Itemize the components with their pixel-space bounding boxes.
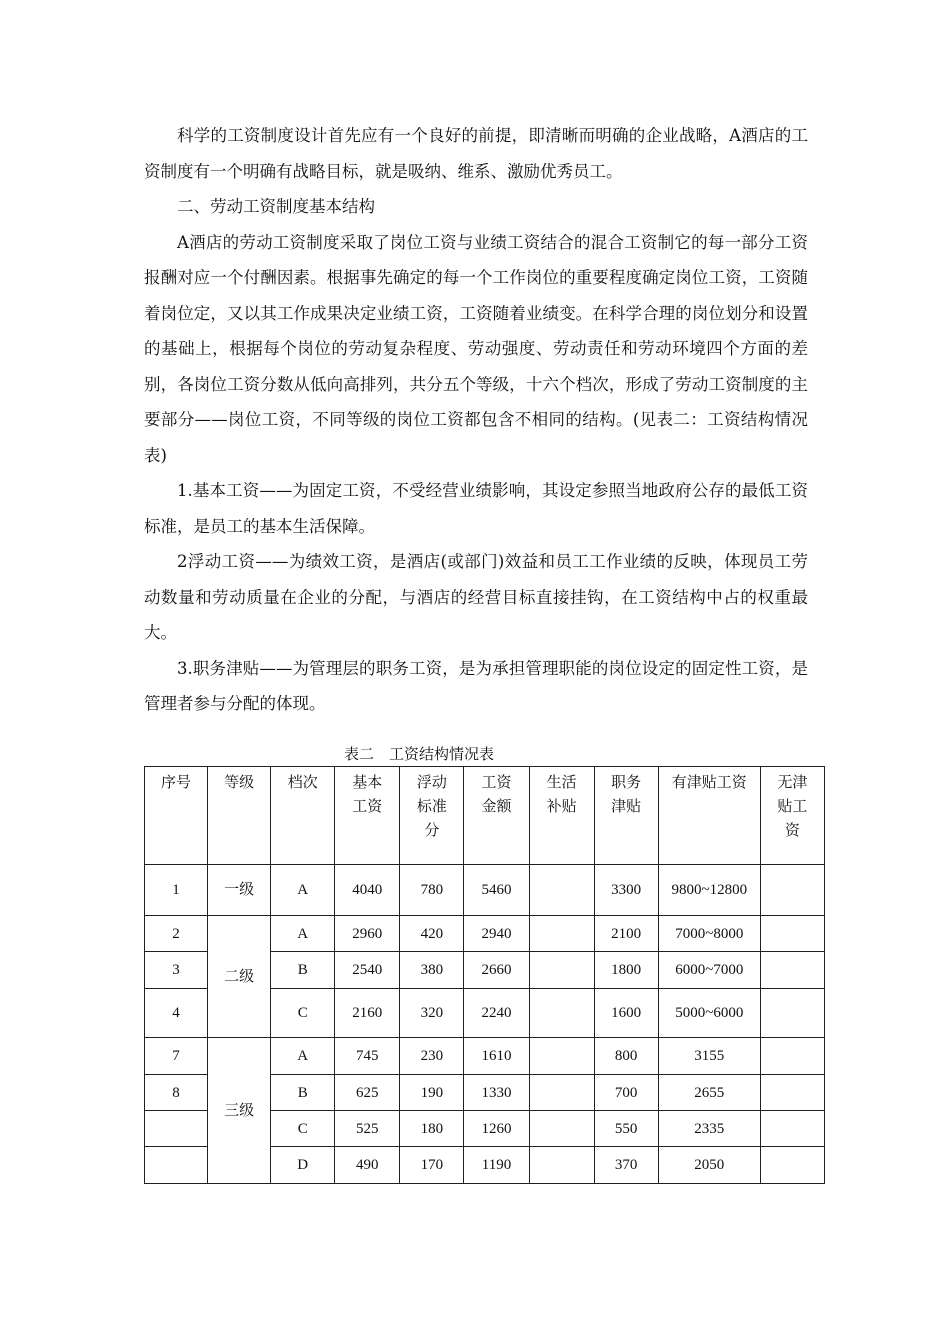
- cell-amount: 2240: [464, 989, 529, 1038]
- cell-seq: [145, 1111, 208, 1147]
- cell-living: [529, 1038, 594, 1075]
- cell-amount: 2660: [464, 952, 529, 989]
- cell-base: 4040: [335, 865, 400, 916]
- header-cell: 浮动标准分: [400, 767, 464, 865]
- header-cell: 序号: [145, 767, 208, 865]
- table-row: [145, 916, 825, 952]
- header-cell: 工资金额: [464, 767, 529, 865]
- cell-float: 320: [400, 989, 464, 1038]
- header-cell: 无津贴工资: [760, 767, 824, 865]
- cell-float: 780: [400, 865, 464, 916]
- header-cell: 生活补贴: [529, 767, 594, 865]
- cell-amount: 5460: [464, 865, 529, 916]
- cell-without-allowance: [760, 916, 824, 952]
- table-caption: 表二 工资结构情况表: [344, 745, 495, 763]
- cell-without-allowance: [760, 1038, 824, 1075]
- table-row: [145, 1038, 825, 1075]
- paragraph: 1.基本工资——为固定工资，不受经营业绩影响，其设定参照当地政府公存的最低工资标准，是员工的基本生活保障。: [144, 481, 808, 536]
- cell-seq: 7: [145, 1038, 208, 1075]
- cell-seq: 8: [145, 1075, 208, 1111]
- cell-base: 490: [335, 1147, 400, 1184]
- paragraph: 3.职务津贴——为管理层的职务工资，是为承担管理职能的岗位设定的固定性工资，是管理者参与分配的体现。: [144, 658, 808, 713]
- paragraph: 2浮动工资——为绩效工资，是酒店(或部门)效益和员工工作业绩的反映，体现员工劳动数量和劳动质量在企业的分配，与酒店的经营目标直接挂钩，在工资结构中占的权重最大。: [144, 552, 808, 642]
- header-cell: 职务津贴: [594, 767, 658, 865]
- cell-without-allowance: [760, 1075, 824, 1111]
- cell-with-allowance: 2655: [658, 1075, 760, 1111]
- cell-duty: 370: [594, 1147, 658, 1184]
- cell-level: C: [271, 1111, 335, 1147]
- cell-without-allowance: [760, 865, 824, 916]
- cell-living: [529, 989, 594, 1038]
- cell-grade: 一级: [208, 865, 271, 916]
- cell-without-allowance: [760, 1147, 824, 1184]
- cell-amount: 1610: [464, 1038, 529, 1075]
- cell-float: 190: [400, 1075, 464, 1111]
- section-heading: 二、劳动工资制度基本结构: [177, 197, 375, 216]
- cell-amount: 1260: [464, 1111, 529, 1147]
- cell-grade: 二级: [208, 916, 271, 1038]
- cell-duty: 3300: [594, 865, 658, 916]
- cell-with-allowance: 7000~8000: [658, 916, 760, 952]
- cell-level: A: [271, 865, 335, 916]
- cell-duty: 2100: [594, 916, 658, 952]
- cell-living: [529, 916, 594, 952]
- cell-without-allowance: [760, 1111, 824, 1147]
- header-cell: 有津贴工资: [658, 767, 760, 865]
- cell-grade: 三级: [208, 1038, 271, 1184]
- cell-base: 745: [335, 1038, 400, 1075]
- cell-level: A: [271, 1038, 335, 1075]
- header-cell: 基本工资: [335, 767, 400, 865]
- cell-level: D: [271, 1147, 335, 1184]
- cell-level: A: [271, 916, 335, 952]
- cell-base: 2540: [335, 952, 400, 989]
- cell-base: 2160: [335, 989, 400, 1038]
- table-row: [145, 865, 825, 916]
- cell-living: [529, 865, 594, 916]
- cell-amount: 2940: [464, 916, 529, 952]
- table-header-row: [145, 767, 825, 865]
- cell-living: [529, 1075, 594, 1111]
- cell-with-allowance: 9800~12800: [658, 865, 760, 916]
- cell-float: 230: [400, 1038, 464, 1075]
- cell-with-allowance: 2335: [658, 1111, 760, 1147]
- cell-with-allowance: 2050: [658, 1147, 760, 1184]
- paragraph: 科学的工资制度设计首先应有一个良好的前提，即清晰而明确的企业战略，A酒店的工资制度有一个明确有战略目标，就是吸纳、维系、激励优秀员工。: [144, 126, 808, 181]
- cell-base: 525: [335, 1111, 400, 1147]
- cell-seq: [145, 1147, 208, 1184]
- cell-level: B: [271, 952, 335, 989]
- header-cell: 档次: [271, 767, 335, 865]
- cell-with-allowance: 6000~7000: [658, 952, 760, 989]
- cell-float: 180: [400, 1111, 464, 1147]
- cell-level: B: [271, 1075, 335, 1111]
- body-text: [144, 118, 808, 722]
- cell-float: 170: [400, 1147, 464, 1184]
- cell-seq: 1: [145, 865, 208, 916]
- paragraph: A酒店的劳动工资制度采取了岗位工资与业绩工资结合的混合工资制它的每一部分工资报酬对应一个付酬因素。根据事先确定的每一个工作岗位的重要程度确定岗位工资，工资随着岗位定，又以其工作成果决定业绩工资，工资随着业绩变。在科学合理的岗位划分和设置的基础上，根据每个岗位的劳动复杂程度、劳动强度、劳动责任和劳动环境四个方面的差别，各岗位工资分数从低向高排列，共分五个等级，十六个档次，形成了劳动工资制度的主要部分——岗位工资，不同等级的岗位工资都包含不相同的结构。(见表二：工资结构情况表): [144, 232, 808, 465]
- cell-amount: 1330: [464, 1075, 529, 1111]
- wage-structure-table: [144, 766, 825, 1184]
- cell-amount: 1190: [464, 1147, 529, 1184]
- cell-float: 420: [400, 916, 464, 952]
- cell-seq: 4: [145, 989, 208, 1038]
- cell-living: [529, 1147, 594, 1184]
- cell-without-allowance: [760, 952, 824, 989]
- cell-level: C: [271, 989, 335, 1038]
- header-cell: 等级: [208, 767, 271, 865]
- cell-living: [529, 1111, 594, 1147]
- cell-without-allowance: [760, 989, 824, 1038]
- cell-seq: 3: [145, 952, 208, 989]
- cell-duty: 800: [594, 1038, 658, 1075]
- cell-duty: 1600: [594, 989, 658, 1038]
- cell-living: [529, 952, 594, 989]
- cell-duty: 700: [594, 1075, 658, 1111]
- cell-duty: 550: [594, 1111, 658, 1147]
- cell-base: 2960: [335, 916, 400, 952]
- cell-float: 380: [400, 952, 464, 989]
- cell-seq: 2: [145, 916, 208, 952]
- cell-duty: 1800: [594, 952, 658, 989]
- cell-with-allowance: 3155: [658, 1038, 760, 1075]
- cell-with-allowance: 5000~6000: [658, 989, 760, 1038]
- cell-base: 625: [335, 1075, 400, 1111]
